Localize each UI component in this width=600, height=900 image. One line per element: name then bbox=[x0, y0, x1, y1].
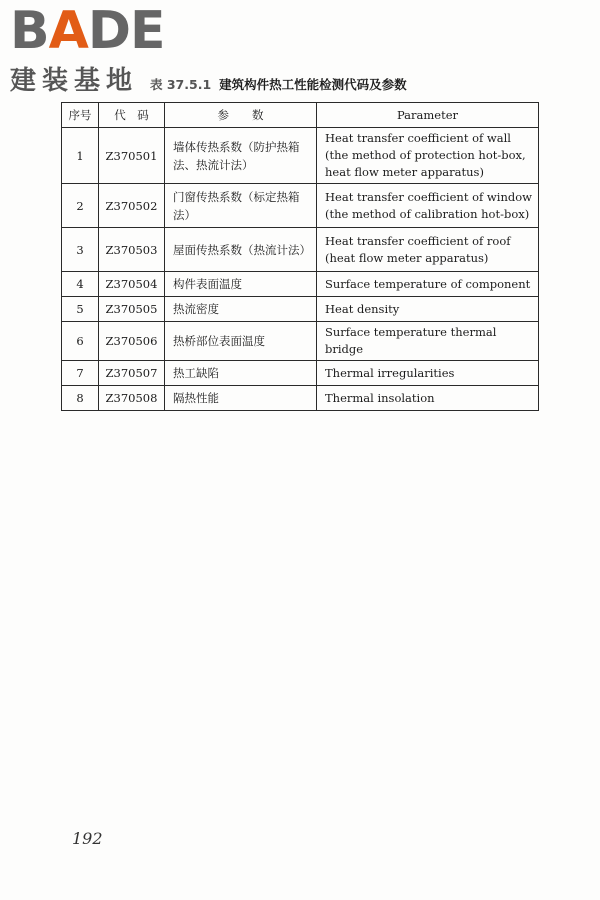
row-code: Z370507 bbox=[99, 361, 165, 386]
table-row bbox=[62, 228, 539, 272]
table-caption bbox=[150, 75, 407, 93]
row-code: Z370502 bbox=[99, 184, 165, 228]
table-row bbox=[62, 322, 539, 361]
row-parameter-cn: 门窗传热系数（标定热箱法） bbox=[165, 184, 317, 228]
row-number: 2 bbox=[62, 184, 99, 228]
row-parameter-en: Thermal insolation bbox=[317, 386, 539, 411]
row-code: Z370501 bbox=[99, 128, 165, 184]
row-parameter-en: Heat transfer coefficient of roof (heat flow meter apparatus) bbox=[317, 228, 539, 272]
table-row bbox=[62, 297, 539, 322]
table-row bbox=[62, 128, 539, 184]
row-parameter-cn: 墙体传热系数（防护热箱法、热流计法） bbox=[165, 128, 317, 184]
row-parameter-cn: 热桥部位表面温度 bbox=[165, 322, 317, 361]
row-number: 1 bbox=[62, 128, 99, 184]
table-number: 表 37.5.1 bbox=[150, 77, 212, 92]
row-parameter-cn: 热流密度 bbox=[165, 297, 317, 322]
logo-subtitle: 建装基地 bbox=[10, 66, 139, 96]
table-row bbox=[62, 361, 539, 386]
parameter-table bbox=[61, 102, 539, 411]
logo-wordmark: BADE bbox=[10, 1, 165, 61]
row-code: Z370504 bbox=[99, 272, 165, 297]
table-row bbox=[62, 184, 539, 228]
header-number: 序号 bbox=[62, 103, 99, 128]
row-code: Z370505 bbox=[99, 297, 165, 322]
table-row bbox=[62, 272, 539, 297]
row-code: Z370503 bbox=[99, 228, 165, 272]
header-parameter-cn: 参 数 bbox=[165, 103, 317, 128]
row-parameter-cn: 热工缺陷 bbox=[165, 361, 317, 386]
row-number: 6 bbox=[62, 322, 99, 361]
row-parameter-en: Surface temperature thermal bridge bbox=[317, 322, 539, 361]
row-parameter-cn: 屋面传热系数（热流计法） bbox=[165, 228, 317, 272]
row-parameter-en: Heat transfer coefficient of window (the method of calibration hot-box) bbox=[317, 184, 539, 228]
row-number: 4 bbox=[62, 272, 99, 297]
row-number: 7 bbox=[62, 361, 99, 386]
row-number: 8 bbox=[62, 386, 99, 411]
row-number: 5 bbox=[62, 297, 99, 322]
page-number: 192 bbox=[72, 829, 103, 848]
row-code: Z370506 bbox=[99, 322, 165, 361]
row-parameter-en: Surface temperature of component bbox=[317, 272, 539, 297]
row-parameter-cn: 隔热性能 bbox=[165, 386, 317, 411]
row-parameter-en: Heat density bbox=[317, 297, 539, 322]
table-header-row bbox=[62, 103, 539, 128]
header-parameter-en: Parameter bbox=[317, 103, 539, 128]
row-parameter-en: Thermal irregularities bbox=[317, 361, 539, 386]
table-row bbox=[62, 386, 539, 411]
row-parameter-cn: 构件表面温度 bbox=[165, 272, 317, 297]
row-code: Z370508 bbox=[99, 386, 165, 411]
row-parameter-en: Heat transfer coefficient of wall (the method of protection hot-box, heat flow meter apparatus) bbox=[317, 128, 539, 184]
header-code: 代 码 bbox=[99, 103, 165, 128]
logo-accent-letter: A bbox=[48, 1, 88, 61]
table-title: 建筑构件热工性能检测代码及参数 bbox=[219, 77, 407, 92]
row-number: 3 bbox=[62, 228, 99, 272]
